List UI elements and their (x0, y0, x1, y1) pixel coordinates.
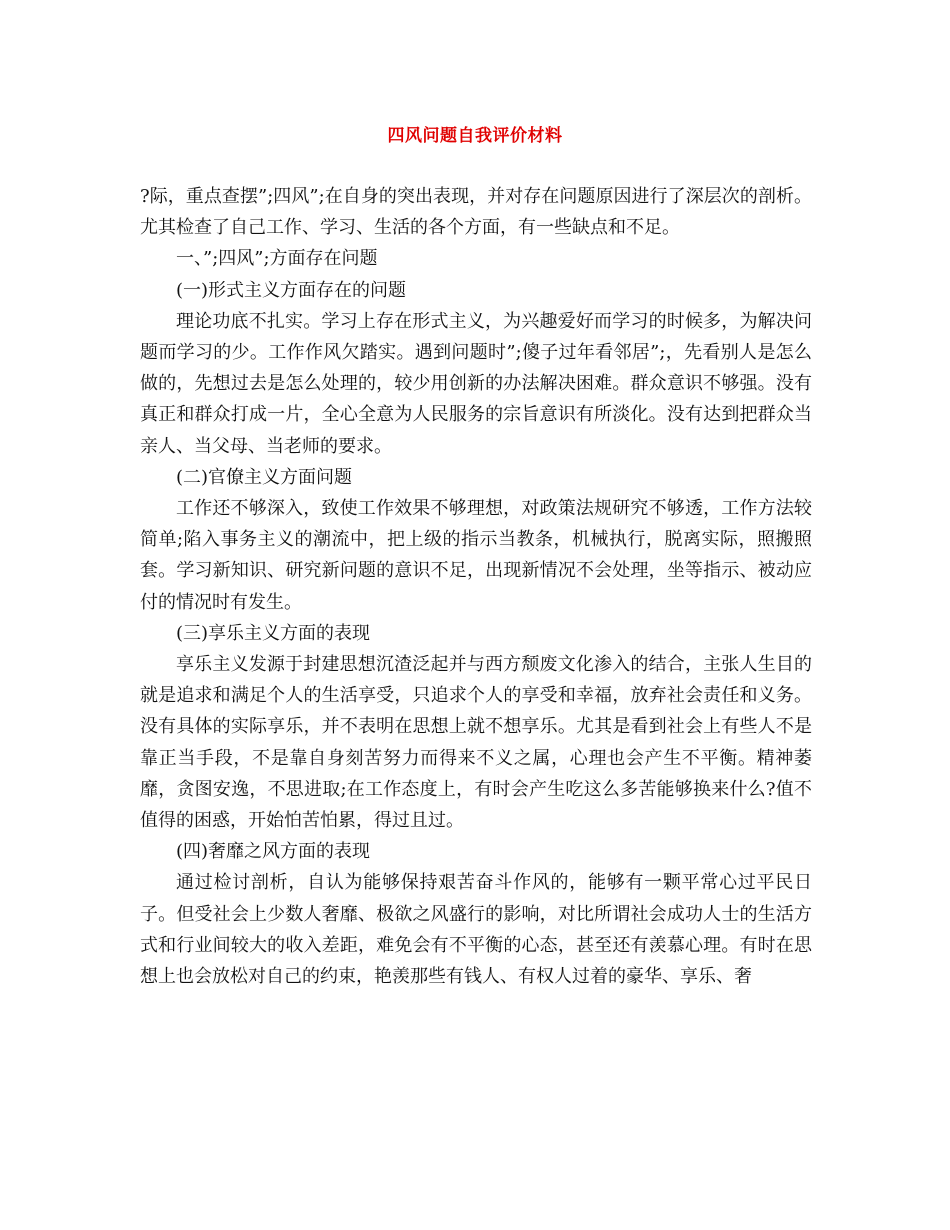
subsection-heading: (二)官僚主义方面问题 (176, 466, 353, 488)
paragraph: ?际，重点查摆”;四风”;在自身的突出表现，并对存在问题原因进行了深层次的剖析。尤其检查了自己工作、学习、生活的各个方面，有一些缺点和不足。 (140, 186, 812, 239)
section-heading: 一、”;四风”;方面存在问题 (176, 248, 378, 270)
paragraph: 享乐主义发源于封建思想沉渣泛起并与西方颓废文化渗入的结合，主张人生目的就是追求和满足个人的生活享受，只追求个人的享受和幸福，放弃社会责任和义务。没有具体的实际享乐，并不表明在思想上就不想享乐。尤其是看到社会上有些人不是靠正当手段，不是靠自身刻苦努力而得来不义之属，心理也会产生不平衡。精神萎靡，贪图安逸，不思进取;在工作态度上，有时会产生吃这么多苦能够换来什么?值不值得的困惑，开始怕苦怕累，得过且过。 (140, 654, 812, 832)
subsection-heading: (三)享乐主义方面的表现 (176, 622, 371, 644)
subsection-heading: (四)奢靡之风方面的表现 (176, 841, 371, 863)
subsection-heading: (一)形式主义方面存在的问题 (176, 279, 407, 301)
paragraph: 通过检讨剖析，自认为能够保持艰苦奋斗作风的，能够有一颗平常心过平民日子。但受社会上少数人奢靡、极欲之风盛行的影响，对比所谓社会成功人士的生活方式和行业间较大的收入差距，难免会有不平衡的心态，甚至还有羡慕心理。有时在思想上也会放松对自己的约束，艳羡那些有钱人、有权人过着的豪华、享乐、奢 (140, 872, 812, 988)
document-title: 四风问题自我评价材料 (387, 126, 563, 146)
paragraph: 理论功底不扎实。学习上存在形式主义，为兴趣爱好而学习的时候多，为解决问题而学习的少。工作作风欠踏实。遇到问题时”;傻子过年看邻居”;，先看别人是怎么做的，先想过去是怎么处理的，较少用创新的办法解决困难。群众意识不够强。没有真正和群众打成一片，全心全意为人民服务的宗旨意识有所淡化。没有达到把群众当亲人、当父母、当老师的要求。 (140, 310, 812, 457)
paragraph: 工作还不够深入，致使工作效果不够理想，对政策法规研究不够透，工作方法较简单;陷入事务主义的潮流中，把上级的指示当教条，机械执行，脱离实际，照搬照套。学习新知识、研究新问题的意识不足，出现新情况不会处理，坐等指示、被动应付的情况时有发生。 (140, 498, 812, 613)
document-body (140, 181, 812, 992)
